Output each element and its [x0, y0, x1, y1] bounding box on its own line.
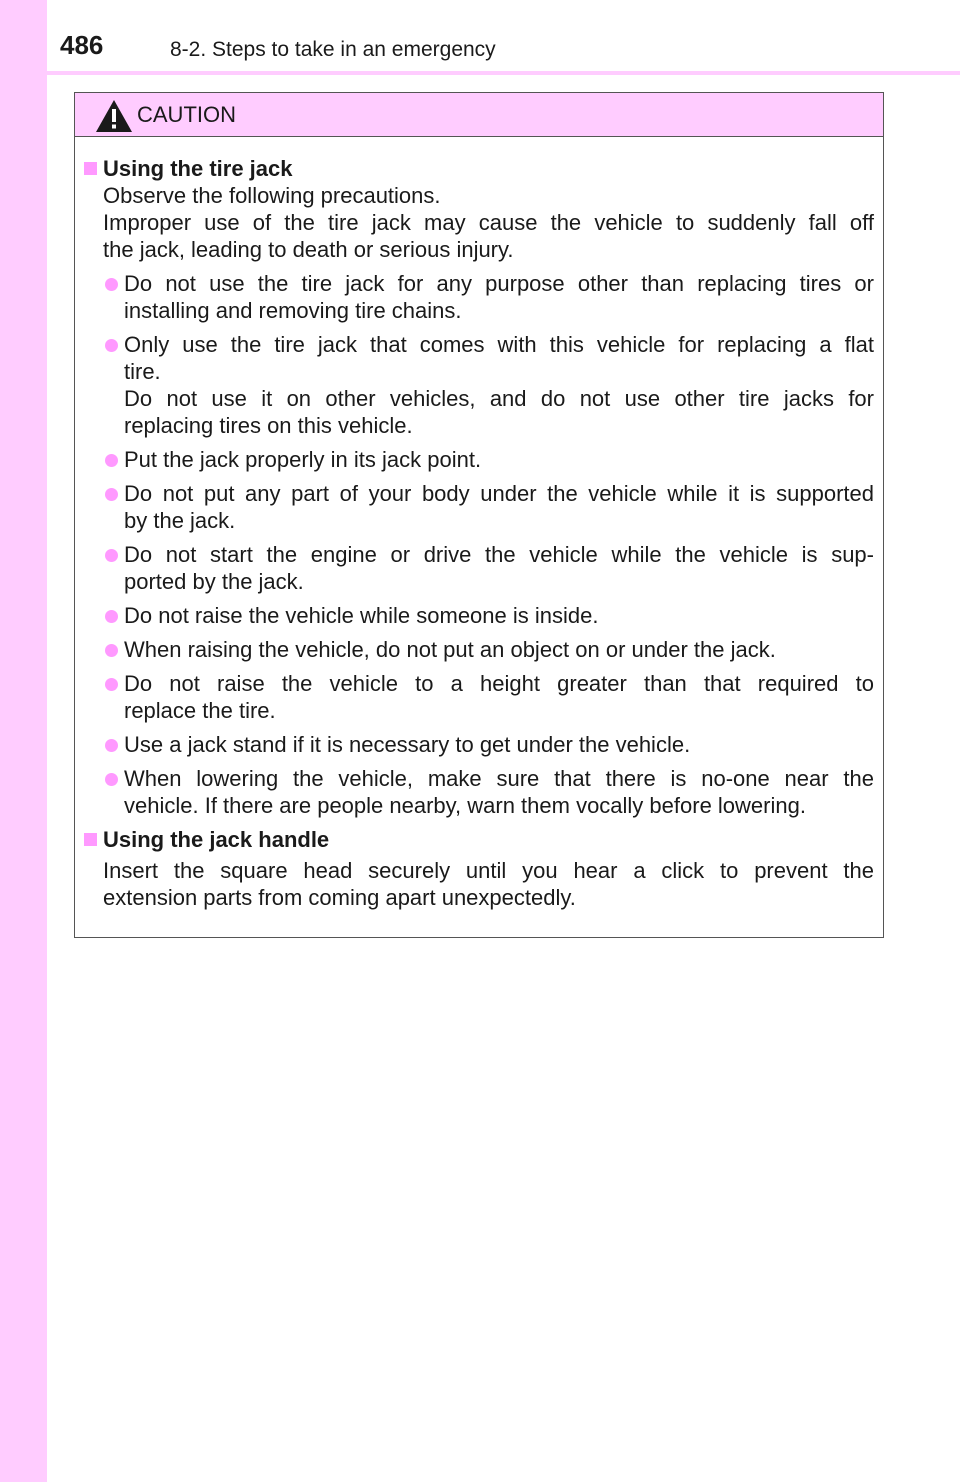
- section-heading-tire-jack: Using the tire jack: [83, 155, 874, 182]
- bullet-item: Do not raise the vehicle while someone is inside.: [83, 602, 874, 629]
- square-bullet-icon: [84, 833, 97, 846]
- bullet-item: Do not put any part of your body under the vehicle while it is supported by the jack.: [83, 480, 874, 534]
- header-rule: [0, 71, 960, 75]
- caution-label: CAUTION: [137, 102, 236, 127]
- bullet-item: Do not use the tire jack for any purpose other than replacing tires or installing and removing tire chains.: [83, 270, 874, 324]
- section-heading-jack-handle: Using the jack handle: [83, 826, 874, 853]
- bullet-item: Put the jack properly in its jack point.: [83, 446, 874, 473]
- page-number: 486: [60, 30, 104, 60]
- section-intro: Insert the square head securely until you hear a click to prevent the extension parts from coming apart unexpectedly.: [103, 858, 874, 910]
- bullet-item: When raising the vehicle, do not put an object on or under the jack.: [83, 636, 874, 663]
- bullet-item: When lowering the vehicle, make sure that there is no-one near the vehicle. If there are people nearby, warn them vocally before lowering.: [83, 765, 874, 819]
- bullet-item: Do not raise the vehicle to a height greater than that required to replace the tire.: [83, 670, 874, 724]
- caution-box: [74, 92, 884, 938]
- left-margin-bar: [0, 0, 47, 1482]
- bullet-item: Only use the tire jack that comes with this vehicle for replacing a flat tire. Do not use it on other vehicles, and do not use other tire jacks for replacing tires on this vehicle.: [83, 331, 874, 439]
- caution-header: [75, 93, 883, 137]
- bullet-item: Use a jack stand if it is necessary to get under the vehicle.: [83, 731, 874, 758]
- round-bullet-icon: [105, 454, 118, 467]
- round-bullet-icon: [105, 610, 118, 623]
- square-bullet-icon: [84, 162, 97, 175]
- warning-triangle-icon: [95, 99, 133, 133]
- round-bullet-icon: [105, 678, 118, 691]
- round-bullet-icon: [105, 773, 118, 786]
- round-bullet-icon: [105, 339, 118, 352]
- section-title: 8-2. Steps to take in an emergency: [170, 38, 496, 61]
- section-intro: Observe the following precautions. Improper use of the tire jack may cause the vehicle to suddenly fall off the jack, leading to death or serious injury.: [103, 183, 874, 262]
- round-bullet-icon: [105, 488, 118, 501]
- bullet-item: Do not start the engine or drive the vehicle while the vehicle is sup- ported by the jack.: [83, 541, 874, 595]
- round-bullet-icon: [105, 278, 118, 291]
- round-bullet-icon: [105, 739, 118, 752]
- round-bullet-icon: [105, 549, 118, 562]
- caution-body: [75, 137, 883, 911]
- round-bullet-icon: [105, 644, 118, 657]
